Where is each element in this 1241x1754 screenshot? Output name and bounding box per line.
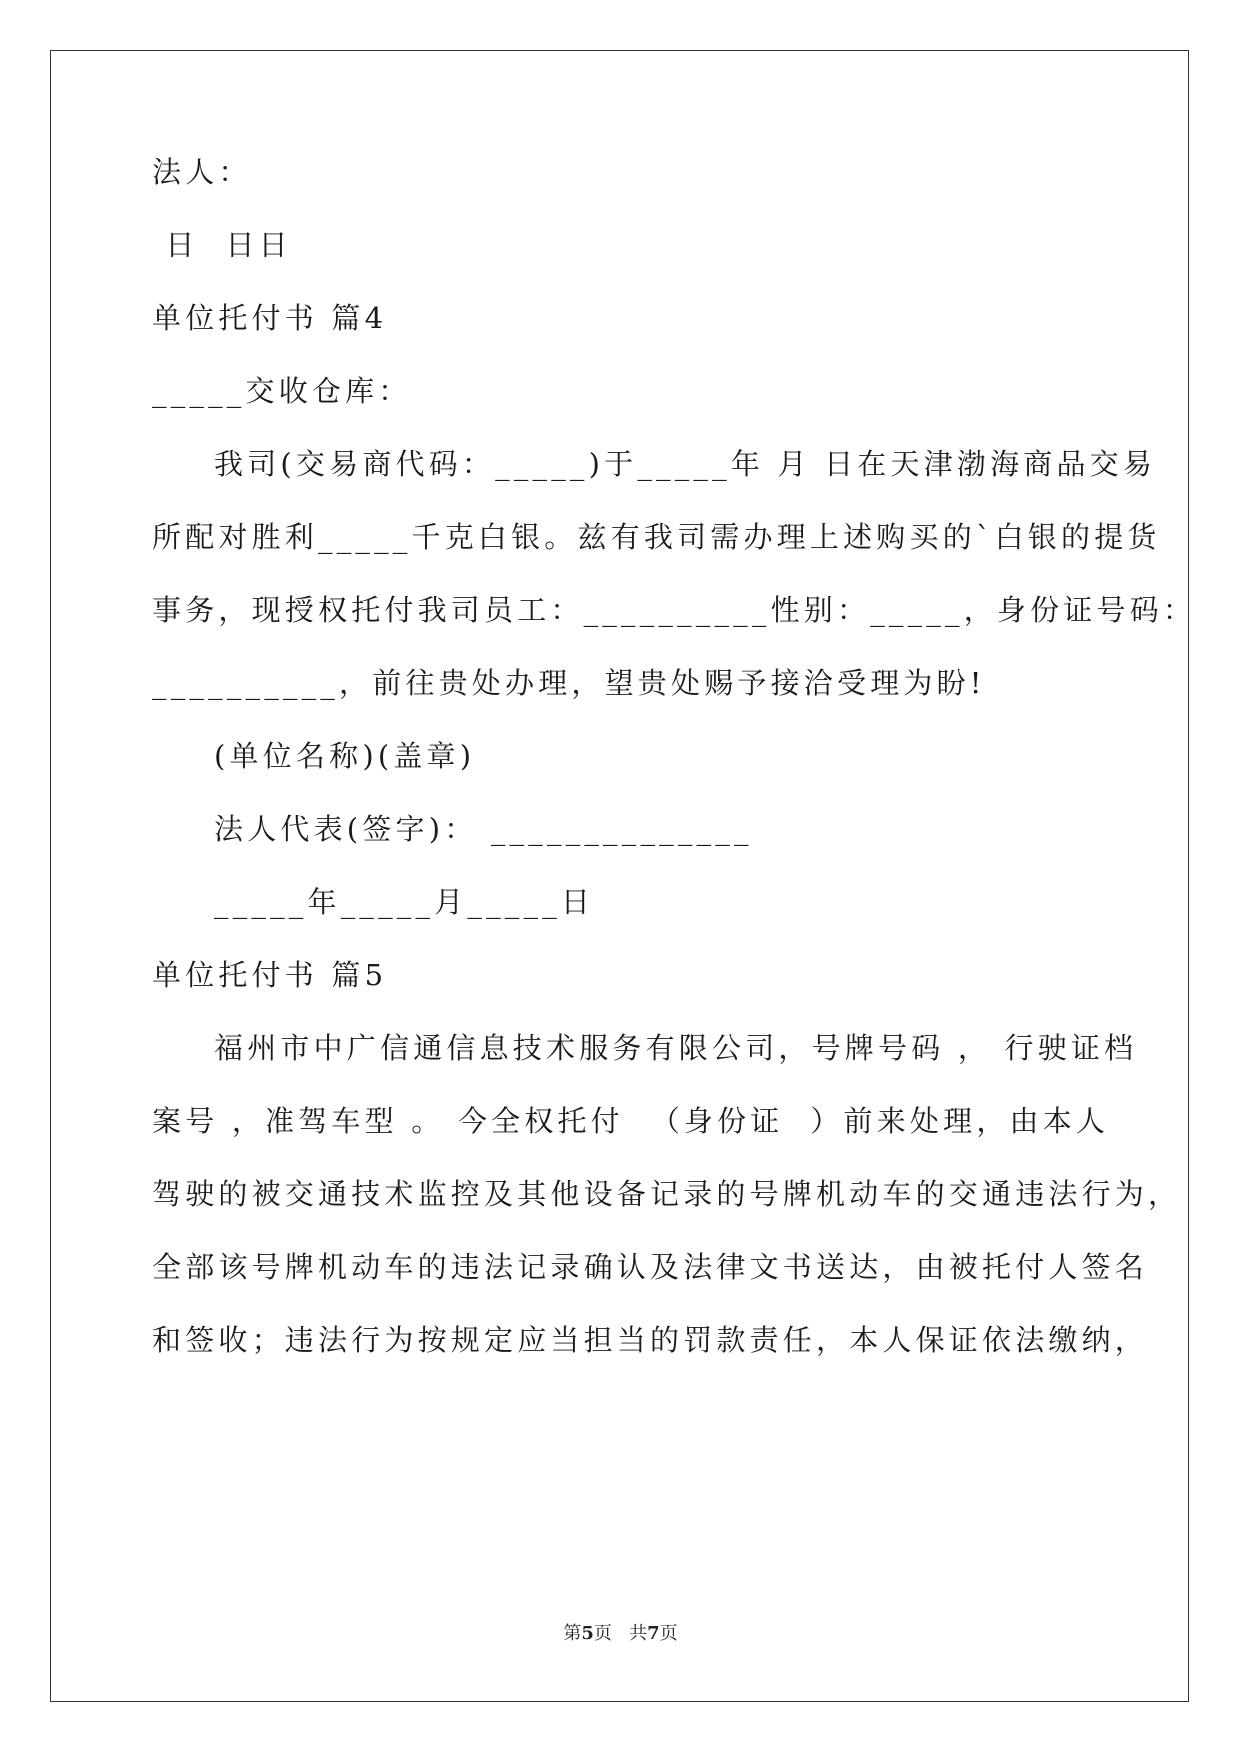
footer-suffix: 页	[659, 1623, 678, 1644]
text-line-paragraph-7: 驾驶的被交通技术监控及其他设备记录的号牌机动车的交通违法行为，	[152, 1177, 1182, 1211]
text-line-paragraph-4: __________，前往贵处办理，望贵处赐予接洽受理为盼!	[152, 666, 986, 700]
page-footer	[0, 1622, 1241, 1646]
text-line-paragraph-9: 和签收；违法行为按规定应当担当的罚款责任，本人保证依法缴纳，	[152, 1323, 1149, 1357]
text-line-paragraph-2: 所配对胜利_____千克白银。兹有我司需办理上述购买的`白银的提货	[152, 520, 1161, 554]
text-line-date: _____年_____月_____日	[214, 885, 595, 919]
text-line-paragraph-1: 我司(交易商代码：_____)于_____年 月 日在天津渤海商品交易	[214, 447, 1157, 481]
section-heading-5: 单位托付书 篇5	[152, 958, 388, 992]
text-line-paragraph-3: 事务，现授权托付我司员工：__________性别：_____，身份证号码：	[152, 593, 1197, 627]
footer-prefix: 第	[563, 1623, 582, 1644]
footer-middle: 页 共	[593, 1623, 648, 1644]
text-line-legal-person: 法人：	[152, 155, 252, 189]
current-page-number: 5	[581, 1623, 594, 1644]
text-line-date-placeholder: 日 日日	[152, 228, 292, 262]
text-line-recipient: _____交收仓库：	[152, 374, 412, 408]
text-line-signature: 法人代表(签字)： ______________	[214, 812, 753, 846]
section-heading-4: 单位托付书 篇4	[152, 301, 388, 335]
text-line-paragraph-6: 案号 ，准驾车型 。 今全权托付 （身份证 ）前来处理，由本人	[152, 1104, 1110, 1138]
text-line-paragraph-5: 福州市中广信通信息技术服务有限公司，号牌号码 ， 行驶证档	[214, 1031, 1138, 1065]
text-line-paragraph-8: 全部该号牌机动车的违法记录确认及法律文书送达，由被托付人签名	[152, 1250, 1149, 1284]
total-page-number: 7	[647, 1623, 660, 1644]
text-line-unit-seal: (单位名称)(盖章)	[214, 739, 476, 773]
